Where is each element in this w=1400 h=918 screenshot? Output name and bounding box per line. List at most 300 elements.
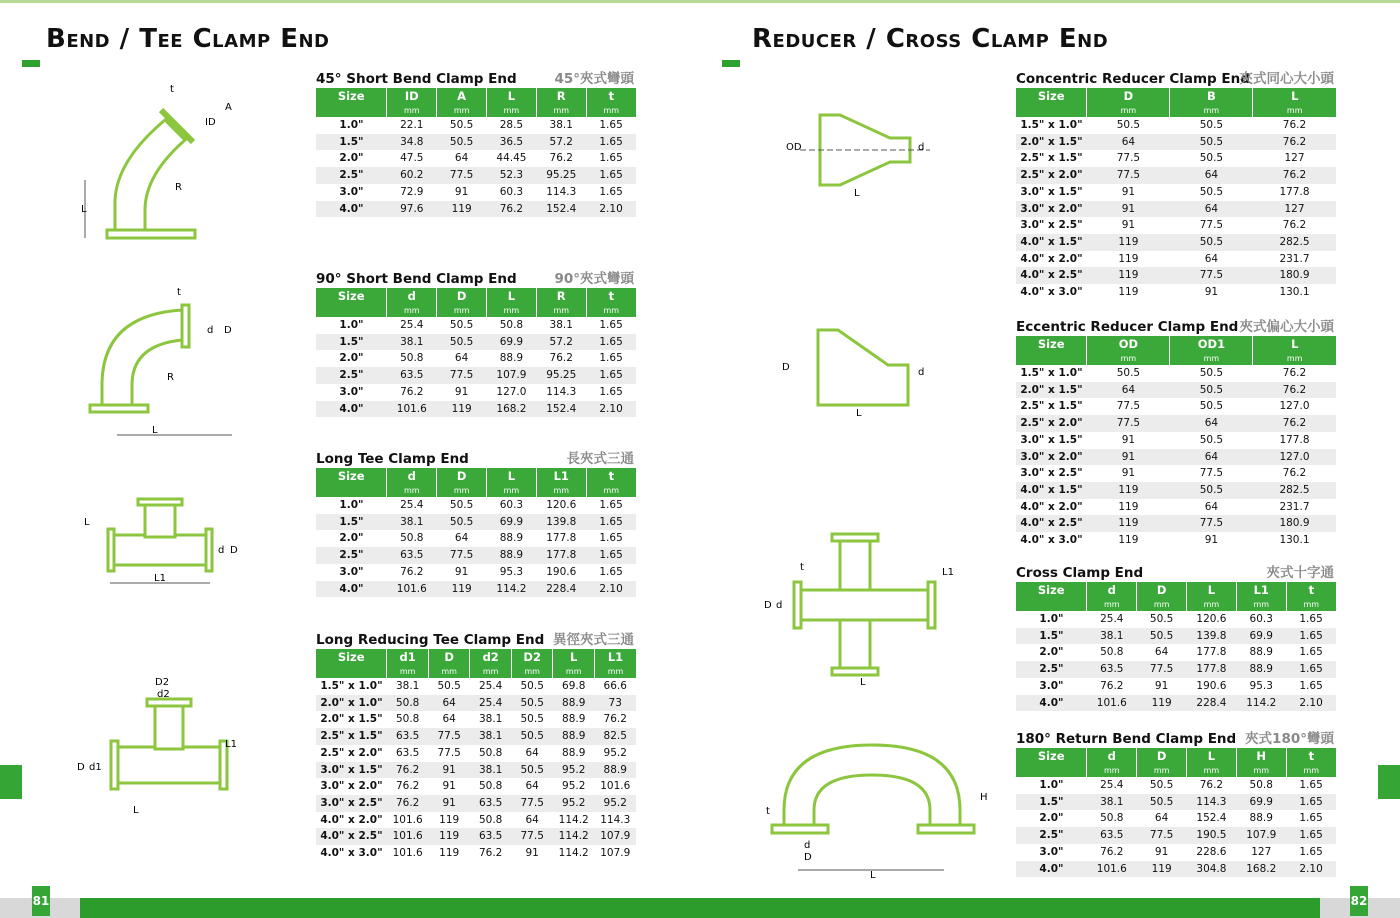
column-header: d (387, 288, 437, 304)
column-header: L1 (536, 468, 586, 484)
value-cell: 119 (439, 813, 460, 826)
table-row (1016, 234, 1336, 251)
bend90-t-label: t (177, 287, 181, 298)
size-cell: 2.0" (1039, 646, 1064, 659)
conc-OD-label: OD (786, 142, 802, 153)
size-cell: 2.0" x 1.5" (320, 713, 383, 726)
value-cell: 282.5 (1253, 482, 1336, 499)
bend45-drawing (75, 80, 265, 254)
column-header: L (1187, 582, 1237, 598)
size-cell: 1.0" (339, 119, 364, 131)
table-row (1016, 134, 1336, 151)
redtee-d2-label: d2 (157, 689, 170, 700)
spec-table (316, 288, 636, 417)
unit-cell: mm (387, 484, 437, 497)
table-title (1016, 70, 1336, 88)
size-cell: 3.0" (339, 185, 364, 198)
value-cell: 22.1 (400, 119, 424, 131)
table-row (316, 795, 636, 812)
spec-table (316, 468, 636, 597)
value-cell: 38.1 (549, 119, 573, 131)
value-cell: 50.5 (1170, 382, 1253, 399)
unit-cell: mm (470, 665, 512, 678)
conc-L-label: L (854, 188, 860, 199)
value-cell: 57.2 (536, 134, 586, 151)
value-cell: 127 (1284, 152, 1305, 165)
column-header: D (437, 288, 487, 304)
table-row (1016, 150, 1336, 167)
value-cell: 77.5 (437, 746, 461, 759)
table-row (1016, 251, 1336, 268)
table-title-en: Long Reducing Tee Clamp End (316, 632, 545, 648)
table-title (1016, 730, 1336, 748)
value-cell: 2.10 (1286, 861, 1336, 878)
value-cell: 180.9 (1253, 515, 1336, 532)
unit-cell: mm (1187, 764, 1237, 777)
unit-cell (316, 304, 387, 317)
column-header: d1 (387, 649, 429, 665)
column-header: H (1236, 748, 1286, 764)
column-header: D (1137, 748, 1187, 764)
column-header: Size (1016, 748, 1087, 764)
table-row (316, 530, 636, 547)
spec-table (1016, 88, 1336, 301)
unit-cell: mm (487, 104, 537, 117)
header-row (316, 649, 636, 665)
size-cell: 3.0" x 2.0" (1016, 201, 1087, 218)
value-cell: 2.10 (586, 201, 636, 218)
value-cell: 72.9 (400, 185, 424, 198)
value-cell: 152.4 (536, 401, 586, 418)
units-row (1016, 764, 1336, 777)
value-cell: 107.9 (1236, 827, 1286, 844)
table-row (1016, 482, 1336, 499)
value-cell: 91 (1154, 845, 1169, 858)
column-header: L (1253, 336, 1336, 352)
value-cell: 76.2 (387, 762, 429, 779)
value-cell: 64 (525, 780, 539, 793)
value-cell: 76.2 (1282, 467, 1307, 480)
column-header: D (1137, 582, 1187, 598)
unit-cell: mm (553, 665, 595, 678)
value-cell: 38.1 (470, 728, 512, 745)
value-cell: 64 (1204, 252, 1219, 265)
column-header: d (387, 468, 437, 484)
value-cell: 119 (437, 401, 487, 418)
value-cell: 120.6 (546, 499, 577, 511)
value-cell: 91 (454, 565, 469, 578)
value-cell: 50.5 (1149, 613, 1174, 625)
value-cell: 50.5 (1137, 794, 1187, 811)
table-row (316, 514, 636, 531)
table-row (1016, 499, 1336, 516)
units-row (1016, 598, 1336, 611)
value-cell: 76.2 (549, 352, 573, 365)
value-cell: 77.5 (1137, 661, 1187, 678)
value-cell: 1.65 (1299, 646, 1323, 659)
value-cell: 95.2 (562, 780, 586, 793)
value-cell: 50.5 (1170, 134, 1253, 151)
value-cell: 101.6 (387, 828, 429, 845)
value-cell: 76.2 (400, 565, 424, 578)
value-cell: 64 (454, 532, 469, 545)
value-cell: 38.1 (387, 514, 437, 531)
table-row (316, 547, 636, 564)
column-header: L (1187, 748, 1237, 764)
value-cell: 101.6 (392, 847, 423, 860)
bend45-R-label: R (175, 182, 182, 193)
value-cell: 1.65 (1286, 628, 1336, 645)
value-cell: 76.2 (1100, 845, 1124, 858)
table-row (1016, 465, 1336, 482)
size-cell: 4.0" x 3.0" (1020, 286, 1083, 299)
page-number-left: 81 (32, 886, 50, 916)
value-cell: 88.9 (499, 352, 524, 365)
spec-table (316, 649, 636, 862)
size-cell: 1.0" (1039, 779, 1064, 791)
value-cell: 1.65 (586, 514, 636, 531)
value-cell: 190.6 (1196, 679, 1227, 692)
column-header: L (487, 288, 537, 304)
value-cell: 50.5 (1199, 433, 1224, 446)
value-cell: 95.3 (499, 565, 524, 578)
reducing-tee-drawing (75, 675, 255, 829)
size-cell: 2.5" x 2.0" (320, 746, 383, 759)
unit-cell (1016, 104, 1087, 117)
size-cell: 2.5" x 1.5" (316, 728, 387, 745)
table-row (1016, 678, 1336, 695)
column-header: Size (1016, 88, 1087, 104)
value-cell: 114.3 (1187, 794, 1237, 811)
value-cell: 101.6 (600, 780, 631, 793)
cross-drawing (760, 530, 960, 694)
unit-cell: mm (487, 304, 537, 317)
header-row (1016, 582, 1336, 598)
value-cell: 50.8 (499, 319, 524, 331)
table-row (316, 728, 636, 745)
ret180-D-label: D (804, 852, 812, 863)
table-title-cn: 90°夾式彎頭 (554, 271, 634, 287)
size-cell: 2.5" (316, 367, 387, 384)
value-cell: 168.2 (1236, 861, 1286, 878)
column-header: Size (316, 88, 387, 104)
value-cell: 119 (437, 581, 487, 598)
value-cell: 119 (439, 847, 460, 860)
table-title-en: 90° Short Bend Clamp End (316, 271, 517, 287)
table-row (316, 497, 636, 514)
table-title-en: 180° Return Bend Clamp End (1016, 731, 1237, 747)
value-cell: 44.45 (496, 152, 527, 165)
size-cell: 3.0" x 2.5" (316, 795, 387, 812)
table-redtee (316, 631, 636, 862)
value-cell: 64 (454, 152, 469, 165)
value-cell: 228.4 (536, 581, 586, 598)
unit-cell (1016, 598, 1087, 611)
size-cell: 1.5" (1016, 628, 1087, 645)
size-cell: 4.0" x 2.0" (1020, 500, 1083, 513)
value-cell: 180.9 (1253, 267, 1336, 284)
value-cell: 119 (437, 201, 487, 218)
value-cell: 1.65 (586, 547, 636, 564)
value-cell: 38.1 (1087, 794, 1137, 811)
value-cell: 50.5 (520, 680, 544, 692)
value-cell: 119 (1137, 861, 1187, 878)
value-cell: 50.5 (1170, 234, 1253, 251)
value-cell: 107.9 (594, 828, 636, 845)
size-cell: 3.0" (1039, 679, 1064, 692)
value-cell: 76.2 (1282, 119, 1307, 131)
value-cell: 77.5 (1199, 219, 1224, 232)
table-title-cn: 45°夾式彎頭 (554, 71, 634, 87)
bend45-A-label: A (225, 102, 232, 113)
table-title (316, 70, 636, 88)
unit-cell: mm (437, 304, 487, 317)
ecc-d-label: d (918, 367, 925, 378)
column-header: t (586, 468, 636, 484)
value-cell: 127.0 (1279, 400, 1310, 413)
size-cell: 1.5" x 1.0" (320, 680, 383, 692)
column-header: ID (387, 88, 437, 104)
bend90-drawing (82, 285, 252, 449)
value-cell: 77.5 (1170, 515, 1253, 532)
unit-cell: mm (586, 104, 636, 117)
cross-d-label: d (776, 600, 783, 611)
cross-L1-label: L1 (942, 567, 954, 578)
value-cell: 38.1 (387, 334, 437, 351)
value-cell: 77.5 (1199, 467, 1224, 480)
value-cell: 139.8 (536, 514, 586, 531)
value-cell: 91 (1204, 286, 1219, 299)
table-return180 (1016, 730, 1336, 877)
bend90-D-label: D (224, 325, 232, 336)
value-cell: 76.2 (1253, 415, 1336, 432)
value-cell: 50.8 (478, 780, 503, 793)
value-cell: 38.1 (470, 762, 512, 779)
value-cell: 2.10 (586, 581, 636, 598)
header-row (1016, 748, 1336, 764)
value-cell: 69.9 (487, 334, 537, 351)
column-header: d2 (470, 649, 512, 665)
value-cell: 101.6 (1087, 695, 1137, 712)
size-cell: 2.0" x 1.0" (316, 695, 387, 712)
table-row (1016, 117, 1336, 134)
value-cell: 60.3 (1249, 613, 1273, 625)
value-cell: 50.5 (1116, 367, 1141, 379)
value-cell: 76.2 (1253, 382, 1336, 399)
value-cell: 50.5 (449, 499, 474, 511)
table-row (1016, 398, 1336, 415)
column-header: L1 (594, 649, 636, 665)
size-cell: 4.0" x 3.0" (1020, 534, 1083, 547)
value-cell: 2.10 (1286, 695, 1336, 712)
value-cell: 63.5 (387, 728, 429, 745)
value-cell: 88.9 (499, 532, 524, 545)
value-cell: 1.65 (1299, 679, 1323, 692)
column-header: D (428, 649, 470, 665)
value-cell: 63.5 (387, 367, 437, 384)
table-row (1016, 432, 1336, 449)
value-cell: 177.8 (1187, 661, 1237, 678)
value-cell: 107.9 (600, 847, 631, 860)
ret180-t-label: t (766, 806, 770, 817)
value-cell: 119 (1137, 695, 1187, 712)
ret180-d-label: d (804, 840, 811, 851)
value-cell: 64 (1170, 449, 1253, 466)
value-cell: 127.0 (496, 385, 527, 398)
value-cell: 77.5 (1137, 827, 1187, 844)
size-cell: 3.0" (1039, 845, 1064, 858)
unit-cell: mm (1236, 764, 1286, 777)
table-row (1016, 644, 1336, 661)
column-header: Size (316, 288, 387, 304)
units-row (316, 484, 636, 497)
value-cell: 114.3 (546, 385, 577, 398)
table-eccentric (1016, 318, 1336, 549)
value-cell: 52.3 (487, 167, 537, 184)
redtee-L-label: L (133, 805, 139, 816)
value-cell: 1.65 (599, 319, 623, 331)
ret180-H-label: H (980, 792, 988, 803)
table-bend45 (316, 70, 636, 217)
value-cell: 50.5 (511, 695, 553, 712)
value-cell: 38.1 (478, 713, 503, 726)
value-cell: 127 (1253, 201, 1336, 218)
value-cell: 130.1 (1279, 534, 1310, 547)
table-row (316, 401, 636, 418)
table-row (316, 564, 636, 581)
size-cell: 1.5" (316, 514, 387, 531)
concentric-reducer-drawing (780, 100, 950, 204)
value-cell: 50.5 (1199, 367, 1224, 379)
table-row (1016, 532, 1336, 549)
unit-cell (1016, 764, 1087, 777)
table-row (316, 778, 636, 795)
size-cell: 2.5" (1016, 661, 1087, 678)
value-cell: 91 (1204, 534, 1219, 547)
table-title (1016, 564, 1336, 582)
column-header: D (1087, 88, 1170, 104)
table-row (316, 350, 636, 367)
value-cell: 101.6 (392, 813, 423, 826)
ret180-L-label: L (870, 870, 876, 881)
value-cell: 50.5 (437, 680, 461, 692)
cross-D-label: D (764, 600, 772, 611)
value-cell: 114.3 (546, 185, 577, 198)
value-cell: 120.6 (1196, 613, 1227, 625)
value-cell: 57.2 (536, 334, 586, 351)
table-row (1016, 794, 1336, 811)
value-cell: 177.8 (1279, 185, 1310, 198)
column-header: D (437, 468, 487, 484)
value-cell: 91 (1121, 433, 1136, 446)
value-cell: 139.8 (1187, 628, 1237, 645)
table-row (1016, 201, 1336, 218)
size-cell: 3.0" x 2.5" (1020, 467, 1083, 480)
value-cell: 63.5 (470, 795, 512, 812)
table-title-en: Cross Clamp End (1016, 565, 1144, 581)
value-cell: 50.5 (1116, 119, 1141, 131)
table-row (316, 367, 636, 384)
right-section-title: Reducer / Cross Clamp End (752, 24, 1109, 54)
column-header: d (1087, 748, 1137, 764)
table-title-cn: 異徑夾式三通 (553, 632, 634, 648)
size-cell: 1.5" x 1.0" (1020, 119, 1083, 131)
value-cell: 1.65 (599, 152, 623, 165)
value-cell: 77.5 (1116, 400, 1141, 413)
unit-cell: mm (387, 665, 429, 678)
value-cell: 76.2 (1253, 134, 1336, 151)
value-cell: 177.8 (1196, 646, 1227, 659)
value-cell: 60.3 (499, 185, 524, 198)
table-row (316, 812, 636, 829)
table-row (1016, 267, 1336, 284)
cross-L-label: L (860, 677, 866, 688)
value-cell: 91 (454, 185, 469, 198)
value-cell: 127.0 (1253, 449, 1336, 466)
right-edge-tab (1378, 765, 1400, 799)
size-cell: 2.5" x 2.0" (1016, 415, 1087, 432)
redtee-L1-label: L1 (225, 739, 237, 750)
size-cell: 2.0" x 1.5" (1016, 134, 1087, 151)
unit-cell: mm (437, 104, 487, 117)
table-row (316, 167, 636, 184)
right-title-marker (722, 60, 740, 67)
tee-L-label: L (84, 517, 90, 528)
value-cell: 50.5 (1199, 152, 1224, 165)
value-cell: 95.25 (536, 167, 586, 184)
table-row (1016, 661, 1336, 678)
value-cell: 282.5 (1253, 234, 1336, 251)
value-cell: 73 (594, 695, 636, 712)
unit-cell: mm (428, 665, 470, 678)
size-cell: 4.0" x 2.5" (1016, 267, 1087, 284)
table-row (316, 711, 636, 728)
value-cell: 64 (1170, 415, 1253, 432)
value-cell: 50.8 (395, 713, 420, 726)
value-cell: 77.5 (511, 795, 553, 812)
value-cell: 88.9 (553, 728, 595, 745)
value-cell: 2.10 (586, 401, 636, 418)
table-title-cn: 夾式180°彎頭 (1245, 731, 1334, 747)
value-cell: 38.1 (1087, 628, 1137, 645)
left-section-title: Bend / Tee Clamp End (46, 24, 330, 54)
size-cell: 3.0" (339, 385, 364, 398)
value-cell: 66.6 (603, 680, 627, 692)
value-cell: 1.65 (1299, 779, 1323, 791)
value-cell: 114.2 (553, 828, 595, 845)
size-cell: 3.0" x 2.0" (1016, 449, 1087, 466)
value-cell: 114.2 (558, 847, 589, 860)
table-title-en: Long Tee Clamp End (316, 451, 469, 467)
spec-table (1016, 748, 1336, 877)
table-row (1016, 861, 1336, 878)
value-cell: 101.6 (387, 581, 437, 598)
size-cell: 3.0" (339, 565, 364, 578)
column-header: Size (316, 649, 387, 665)
value-cell: 50.5 (437, 334, 487, 351)
value-cell: 177.8 (1279, 433, 1310, 446)
value-cell: 64 (1087, 382, 1170, 399)
size-cell: 2.0" (339, 532, 364, 545)
value-cell: 91 (1121, 467, 1136, 480)
table-row (316, 334, 636, 351)
value-cell: 231.7 (1279, 252, 1310, 265)
value-cell: 1.65 (1286, 794, 1336, 811)
spec-table (1016, 336, 1336, 549)
value-cell: 50.8 (400, 532, 424, 545)
value-cell: 50.5 (1199, 185, 1224, 198)
column-header: A (437, 88, 487, 104)
